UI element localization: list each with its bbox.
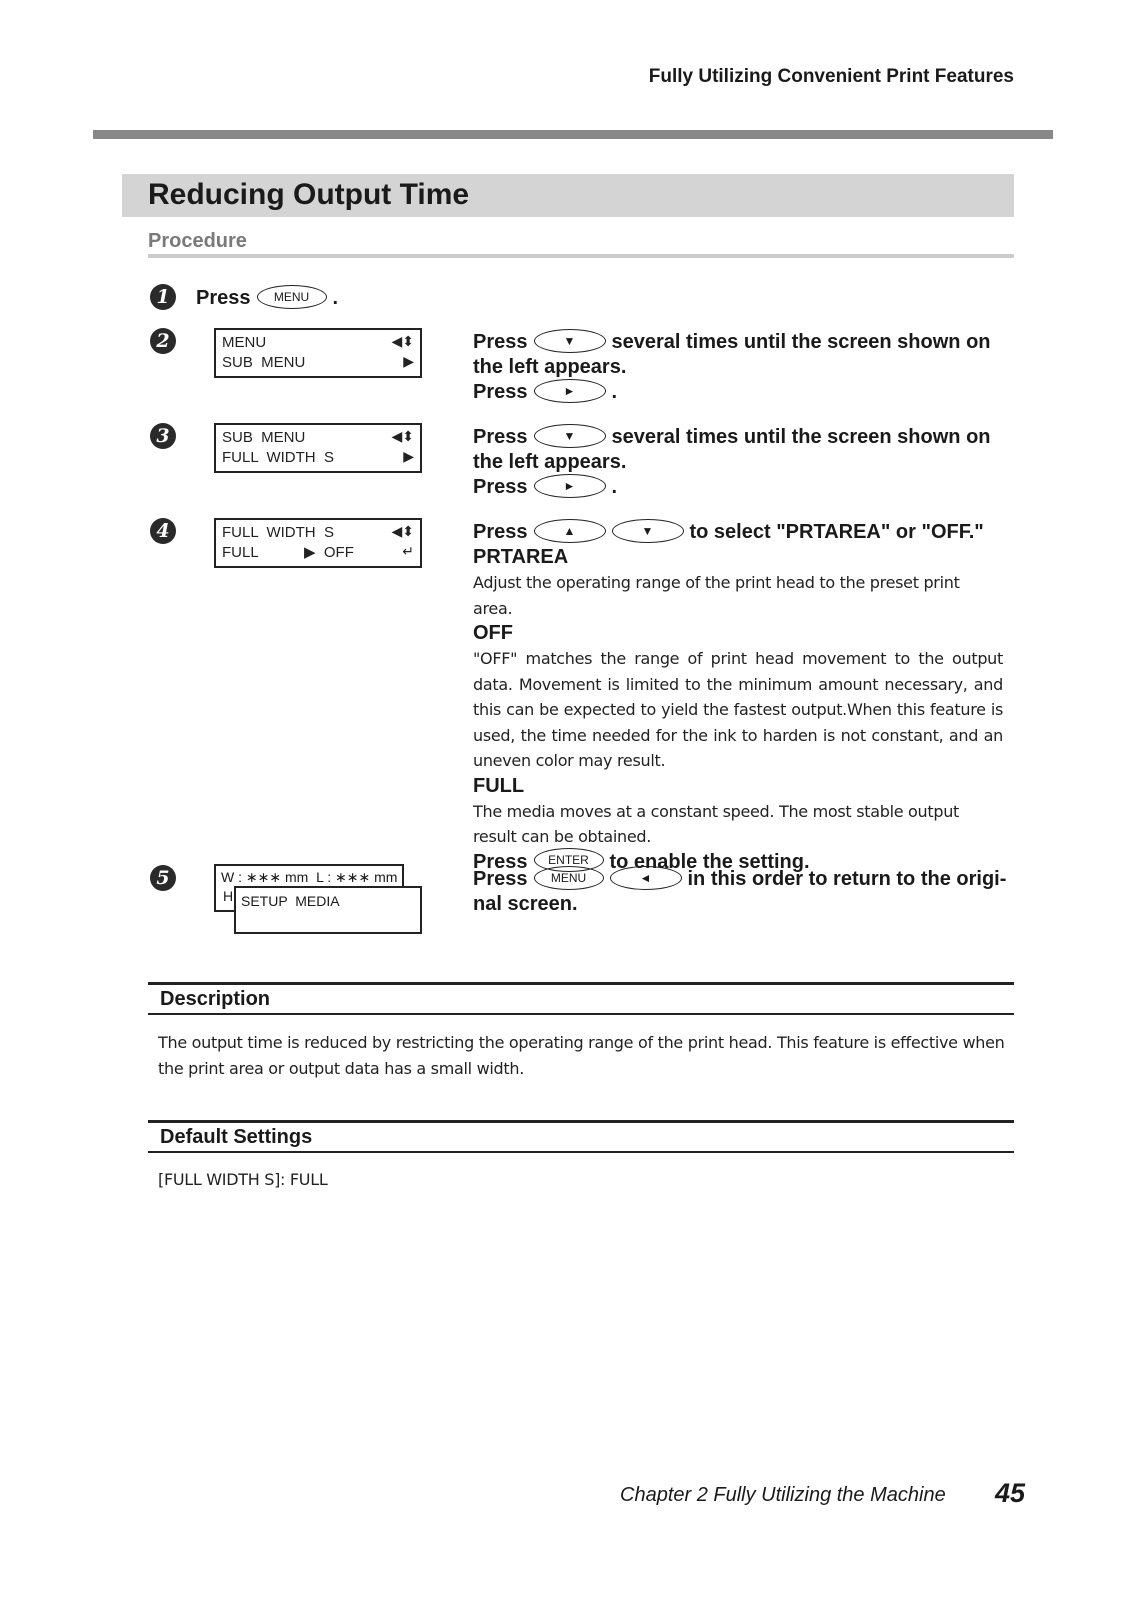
defaults-top-rule — [148, 1120, 1014, 1123]
step-1-press: Press — [196, 287, 251, 309]
lcd-display-step-4 — [214, 518, 422, 568]
option-prtarea-desc: Adjust the operating range of the print head to the preset print area. — [473, 573, 960, 618]
step-3-period: . — [611, 476, 618, 498]
step-4-instructions — [473, 520, 1003, 875]
right-arrow-key-icon: ► — [534, 474, 606, 498]
left-arrow-key-icon: ◄ — [610, 866, 682, 890]
step-1-period: . — [332, 287, 339, 309]
step-3-instructions — [473, 425, 1013, 500]
lcd-line-2: FULL WIDTH S — [222, 449, 334, 466]
step-3-press: Press — [473, 426, 528, 448]
lcd-back-line-2: H — [223, 888, 234, 904]
defaults-bottom-rule — [148, 1151, 1014, 1153]
step-number-4: 4 — [150, 518, 176, 544]
lcd-display-step-3 — [214, 423, 422, 473]
header-rule — [93, 130, 1053, 139]
option-off-title: OFF — [473, 622, 513, 644]
step-5-line2: nal screen. — [473, 893, 578, 915]
step-2-line2: the left appears. — [473, 356, 627, 378]
step-2-press-2: Press — [473, 381, 528, 403]
step-4-press: Press — [473, 521, 528, 543]
step-number-2: 2 — [150, 328, 176, 354]
option-off-desc: "OFF" matches the range of print head movement to the output data. Movement is limited to the minimum amount necessary, and this can be expected to yield the fastest output.When this feature is used, the time needed for the ink to harden is not constant, and an uneven color may result. — [473, 649, 1003, 770]
step-5-instructions — [473, 867, 1018, 917]
procedure-rule — [148, 254, 1014, 258]
lcd-display-step-2 — [214, 328, 422, 378]
step-2-period: . — [611, 381, 618, 403]
up-arrow-key-icon: ▲ — [534, 519, 606, 543]
step-2-rest: several times until the screen shown on — [611, 331, 991, 353]
description-text: The output time is reduced by restricting the operating range of the print head. This feature is effective when the print area or output data has a small width. — [158, 1033, 1005, 1078]
lcd-display-step-5-front — [234, 886, 422, 934]
step-number-5: 5 — [150, 865, 176, 891]
lcd-line-2a: FULL — [222, 544, 259, 561]
lcd-indicator-1: ◀⬍ — [391, 523, 414, 539]
step-number-1: 1 — [150, 284, 176, 310]
lcd-line-2b: ▶ OFF — [304, 544, 354, 561]
lcd-line-1: FULL WIDTH S — [222, 524, 334, 541]
down-arrow-key-icon: ▼ — [612, 519, 684, 543]
footer-chapter: Chapter 2 Fully Utilizing the Machine — [620, 1484, 946, 1506]
lcd-line-2: SUB MENU — [222, 354, 306, 371]
right-arrow-key-icon: ► — [534, 379, 606, 403]
defaults-heading: Default Settings — [160, 1126, 313, 1148]
enter-key-icon: ENTER — [534, 848, 604, 872]
description-bottom-rule — [148, 1013, 1014, 1015]
description-heading: Description — [160, 988, 271, 1010]
step-3-rest: several times until the screen shown on — [611, 426, 991, 448]
step-4-rest: to select "PRTAREA" or "OFF." — [689, 521, 984, 543]
menu-key-icon: MENU — [257, 285, 327, 309]
down-arrow-key-icon: ▼ — [534, 329, 606, 353]
lcd-indicator-1: ◀⬍ — [391, 333, 414, 349]
step-2-press: Press — [473, 331, 528, 353]
page-number: 45 — [995, 1478, 1026, 1508]
option-prtarea-title: PRTAREA — [473, 546, 569, 568]
lcd-front-line-1: SETUP MEDIA — [241, 893, 340, 909]
lcd-back-line-1: W : ∗∗∗ mm L : ∗∗∗ mm — [221, 869, 398, 885]
lcd-indicator-2: ▶ — [403, 448, 414, 464]
lcd-indicator-2: ▶ — [403, 353, 414, 369]
step-2-instructions — [473, 330, 1013, 405]
section-title: Reducing Output Time — [148, 178, 470, 211]
step-3-line2: the left appears. — [473, 451, 627, 473]
lcd-line-1: SUB MENU — [222, 429, 306, 446]
menu-key-icon: MENU — [534, 866, 604, 890]
procedure-label: Procedure — [148, 230, 247, 252]
option-full-desc: The media moves at a constant speed. The most stable output result can be obtained. — [473, 801, 960, 846]
defaults-text: [FULL WIDTH S]: FULL — [158, 1170, 328, 1189]
step-4-press-2: Press — [473, 850, 528, 873]
lcd-line-1: MENU — [222, 334, 267, 351]
step-1-text — [196, 286, 338, 311]
step-5-press: Press — [473, 868, 528, 890]
description-top-rule — [148, 982, 1014, 985]
step-3-press-2: Press — [473, 476, 528, 498]
lcd-indicator-1: ◀⬍ — [391, 428, 414, 444]
running-header: Fully Utilizing Convenient Print Features — [648, 66, 1014, 87]
down-arrow-key-icon: ▼ — [534, 424, 606, 448]
step-5-rest: in this order to return to the origi- — [687, 868, 1007, 890]
enter-indicator-icon: ↵ — [402, 543, 414, 559]
step-4-rest-2: to enable the setting. — [609, 850, 810, 873]
option-full-title: FULL — [473, 774, 525, 797]
step-number-3: 3 — [150, 423, 176, 449]
